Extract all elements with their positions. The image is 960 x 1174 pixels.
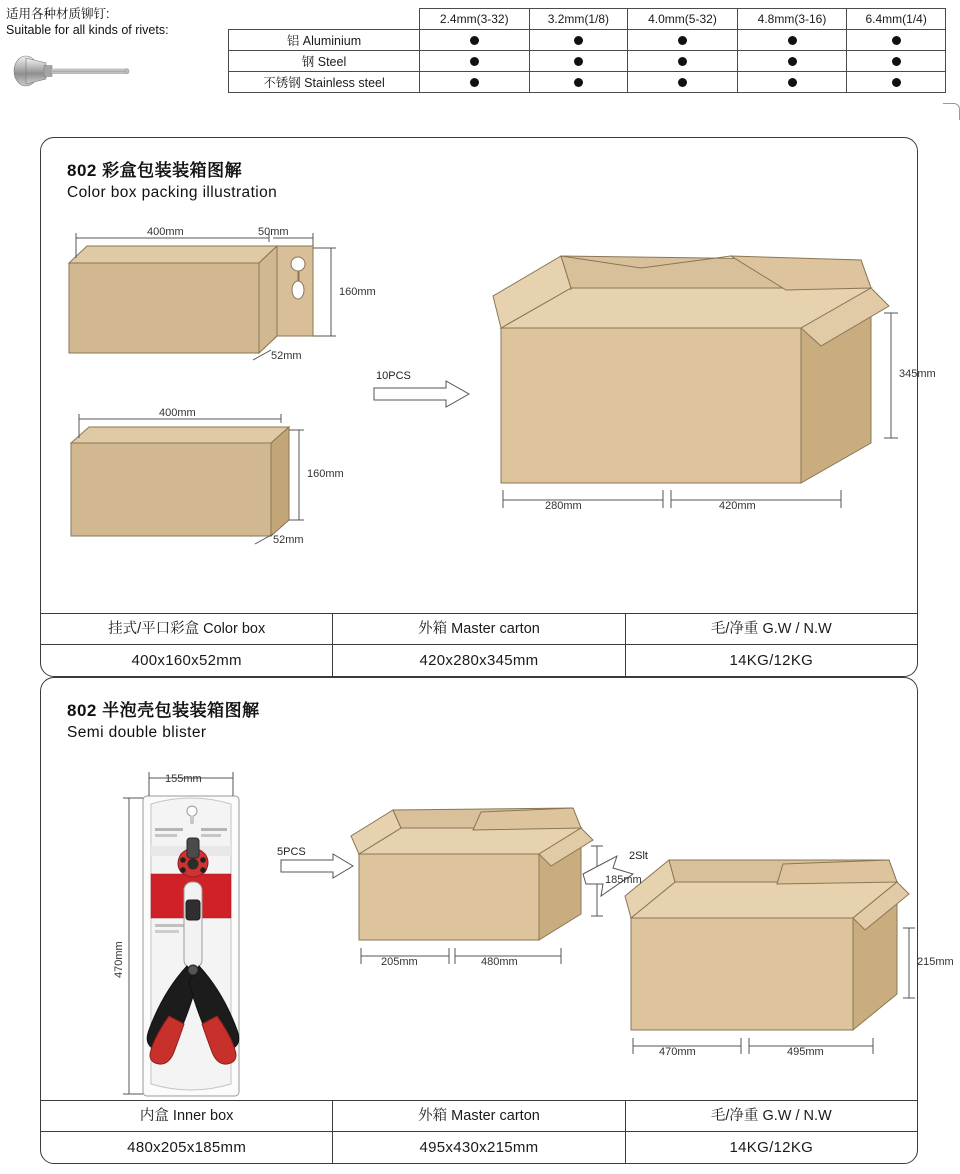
cell-mark: [737, 72, 847, 93]
cell-mark: [847, 30, 946, 51]
dim-card1-width: 400mm: [147, 226, 184, 238]
spec-head: 毛/净重 G.W / N.W: [626, 1101, 917, 1132]
panel-title-cn: 802 彩盒包装装箱图解: [67, 161, 243, 180]
cell-mark: [420, 51, 530, 72]
cell-mark: [847, 72, 946, 93]
table-row: [229, 30, 946, 51]
page-corner-rule: [943, 103, 960, 120]
cell-mark: [628, 72, 738, 93]
filled-dot-icon: [892, 78, 901, 87]
filled-dot-icon: [470, 36, 479, 45]
spec-value: 480x205x185mm: [127, 1139, 247, 1156]
cell-mark: [628, 30, 738, 51]
colorbox-illustration: [41, 138, 919, 616]
dim-inner-length: 480mm: [481, 956, 518, 968]
cell-mark: [628, 51, 738, 72]
dim-card1-depth: 52mm: [271, 350, 302, 362]
cell-mark: [529, 72, 628, 93]
dim-card1-height: 160mm: [339, 286, 376, 298]
spec-head: 内盒 Inner box: [41, 1101, 332, 1132]
rivet-caption-cn: 适用各种材质铆钉:: [6, 7, 110, 21]
table-row: [229, 51, 946, 72]
blister-packing-panel: [40, 677, 954, 1164]
filled-dot-icon: [574, 57, 583, 66]
cell-mark: [529, 51, 628, 72]
blister-illustration: [41, 678, 919, 1103]
filled-dot-icon: [788, 36, 797, 45]
filled-dot-icon: [892, 57, 901, 66]
pcs-label-master: 2Slt: [629, 850, 648, 862]
pcs-label-inner: 5PCS: [277, 846, 306, 858]
row-header-aluminium: 铝 Aluminium: [229, 30, 420, 51]
column-header: 4.8mm(3-16): [737, 9, 847, 30]
dim-inner-width: 205mm: [381, 956, 418, 968]
dim-blister-height: 470mm: [113, 941, 125, 978]
pcs-label-colorbox: 10PCS: [376, 370, 411, 382]
dim-inner-height: 185mm: [605, 874, 642, 886]
cell-mark: [737, 30, 847, 51]
spec-value: 420x280x345mm: [419, 652, 539, 669]
cell-mark: [847, 51, 946, 72]
cell-mark: [420, 72, 530, 93]
dim-carton-width: 280mm: [545, 500, 582, 512]
cell-mark: [737, 51, 847, 72]
filled-dot-icon: [892, 36, 901, 45]
dim-master-height: 215mm: [917, 956, 954, 968]
filled-dot-icon: [678, 78, 687, 87]
column-header: 6.4mm(1/4): [847, 9, 946, 30]
spec-head: 毛/净重 G.W / N.W: [626, 614, 917, 645]
filled-dot-icon: [678, 57, 687, 66]
filled-dot-icon: [574, 36, 583, 45]
dim-carton-height: 345mm: [899, 368, 936, 380]
spec-col-master-carton: [333, 614, 625, 676]
rivet-caption-en: Suitable for all kinds of rivets:: [6, 23, 169, 37]
spec-head: 外箱 Master carton: [333, 1101, 624, 1132]
filled-dot-icon: [574, 78, 583, 87]
column-header: 3.2mm(1/8): [529, 9, 628, 30]
blister-spec-bar: [41, 1100, 917, 1163]
spec-head: 挂式/平口彩盒 Color box: [41, 614, 332, 645]
table-row: [229, 72, 946, 93]
dim-master-length: 495mm: [787, 1046, 824, 1058]
panel-title-en: Semi double blister: [67, 723, 207, 741]
rivet-icon: [8, 48, 138, 94]
filled-dot-icon: [470, 57, 479, 66]
colorbox-spec-bar: [41, 613, 917, 676]
rivet-caption: [6, 6, 221, 38]
rivet-size-table: [228, 8, 946, 93]
spec-col-weight: [626, 1101, 917, 1163]
spec-value: 400x160x52mm: [131, 652, 242, 669]
column-header: 2.4mm(3-32): [420, 9, 530, 30]
spec-col-inner-box: [41, 1101, 333, 1163]
spec-value: 495x430x215mm: [419, 1139, 539, 1156]
spec-col-colorbox: [41, 614, 333, 676]
filled-dot-icon: [788, 57, 797, 66]
cell-mark: [420, 30, 530, 51]
cell-mark: [529, 30, 628, 51]
table-header-row: [229, 9, 946, 30]
dim-card2-width: 400mm: [159, 407, 196, 419]
dim-blister-width: 155mm: [165, 773, 202, 785]
row-header-steel: 钢 Steel: [229, 51, 420, 72]
spec-col-master-carton: [333, 1101, 625, 1163]
filled-dot-icon: [470, 78, 479, 87]
spec-col-weight: [626, 614, 917, 676]
panel-title-en: Color box packing illustration: [67, 183, 278, 201]
dim-carton-length: 420mm: [719, 500, 756, 512]
dim-master-width: 470mm: [659, 1046, 696, 1058]
dim-card2-depth: 52mm: [273, 534, 304, 546]
dim-card1-tab: 50mm: [258, 226, 289, 238]
filled-dot-icon: [678, 36, 687, 45]
row-header-stainless: 不锈钢 Stainless steel: [229, 72, 420, 93]
color-box-packing-panel: [40, 137, 936, 677]
panel-title-cn: 802 半泡壳包装装箱图解: [67, 701, 260, 720]
filled-dot-icon: [788, 78, 797, 87]
spec-value: 14KG/12KG: [729, 1139, 814, 1156]
spec-value: 14KG/12KG: [729, 652, 814, 669]
table-corner-cell: [229, 9, 420, 30]
rivet-compatibility-section: [0, 0, 960, 108]
spec-head: 外箱 Master carton: [333, 614, 624, 645]
column-header: 4.0mm(5-32): [628, 9, 738, 30]
dim-card2-height: 160mm: [307, 468, 344, 480]
